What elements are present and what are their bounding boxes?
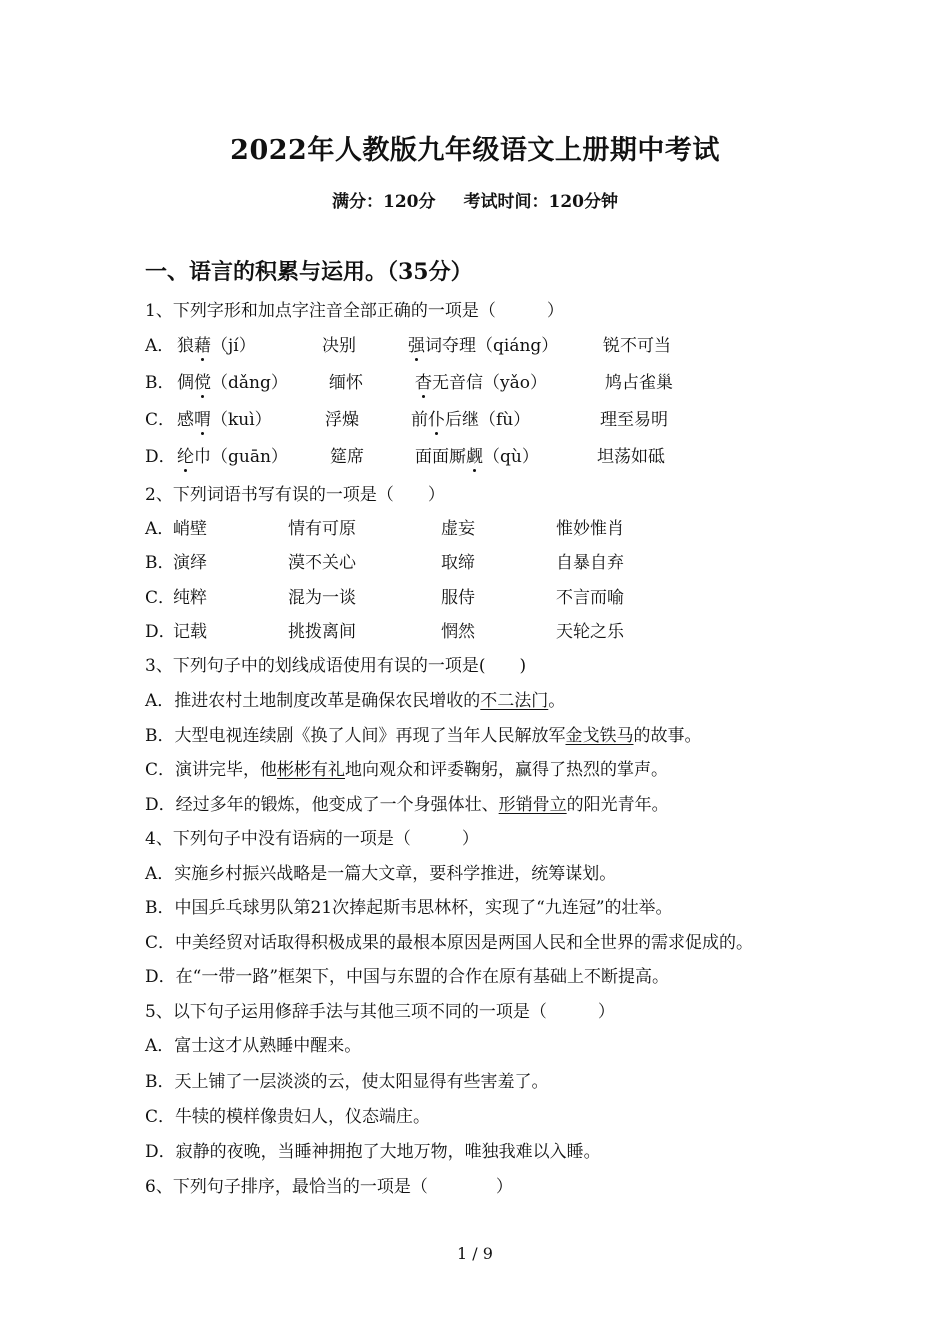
q2-word: 自暴自弃 — [556, 553, 624, 573]
q1b-item4: 鸠占雀巢 — [605, 373, 673, 393]
q2-word: 不言而喻 — [556, 588, 624, 608]
q3-option-d: D．经过多年的锻炼，他变成了一个身强体壮、形销骨立的阳光青年。 — [145, 795, 669, 815]
q1d-item4: 坦荡如砥 — [597, 447, 665, 467]
q2-word: 虚妄 — [441, 519, 475, 539]
option-label: A． — [145, 519, 175, 539]
q1c-item1: 感喟（kuì） — [177, 405, 272, 430]
q2-word: 漠不关心 — [288, 553, 356, 573]
q4-option-c: C．中美经贸对话取得积极成果的最根本原因是两国人民和全世界的需求促成的。 — [145, 933, 754, 953]
q1c-item2: 浮燥 — [325, 410, 359, 430]
q2-word: 惟妙惟肖 — [556, 519, 624, 539]
q1b-item2: 缅怀 — [329, 373, 363, 393]
q4-option-a: A．实施乡村振兴战略是一篇大文章，要科学推进，统筹谋划。 — [145, 864, 617, 884]
q5-option-b: B．天上铺了一层淡淡的云，使太阳显得有些害羞了。 — [145, 1072, 549, 1092]
q2-word: 情有可原 — [288, 519, 356, 539]
underlined-idiom: 不二法门 — [480, 691, 549, 711]
option-label: D． — [145, 622, 176, 642]
q4-stem: 4、下列句子中没有语病的一项是（ ） — [145, 829, 479, 849]
option-label: D． — [145, 447, 176, 467]
option-label: C． — [145, 588, 176, 608]
q1c-item4: 理至易明 — [600, 410, 668, 430]
q1a-item1: 狼藉（jí） — [177, 331, 256, 356]
q3-option-b: B．大型电视连续剧《换了人间》再现了当年人民解放军金戈铁马的故事。 — [145, 726, 702, 746]
q3-option-a: A．推进农村土地制度改革是确保农民增收的不二法门。 — [145, 691, 566, 711]
q2-word: 惘然 — [441, 622, 475, 642]
q6-stem: 6、下列句子排序，最恰当的一项是（ ） — [145, 1177, 513, 1197]
underlined-idiom: 形销骨立 — [498, 795, 567, 815]
q5-stem: 5、以下句子运用修辞手法与其他三项不同的一项是（ ） — [145, 1002, 615, 1022]
q2-word: 取缔 — [441, 553, 475, 573]
q1-stem: 1、下列字形和加点字注音全部正确的一项是（ ） — [145, 301, 564, 321]
option-label: B． — [145, 553, 175, 573]
q2-word: 记载 — [173, 622, 207, 642]
option-label: C． — [145, 410, 176, 430]
q2-word: 峭壁 — [173, 519, 207, 539]
q1d-item3: 面面厮觑（qù） — [415, 442, 539, 467]
underlined-idiom: 彬彬有礼 — [277, 760, 346, 780]
q2-word: 演绎 — [173, 553, 207, 573]
q4-option-d: D．在“一带一路”框架下，中国与东盟的合作在原有基础上不断提高。 — [145, 967, 670, 987]
underlined-idiom: 金戈铁马 — [565, 726, 634, 746]
q1b-item3: 杳无音信（yǎo） — [415, 368, 547, 393]
section-heading: 一、语言的积累与运用。（35分） — [145, 259, 473, 285]
q3-option-c: C．演讲完毕，他彬彬有礼地向观众和评委鞠躬，赢得了热烈的掌声。 — [145, 760, 669, 780]
exam-info — [0, 187, 950, 212]
exam-time: 考试时间：120分钟 — [463, 192, 618, 212]
q1d-item1: 纶巾（guān） — [177, 442, 288, 467]
q2-stem: 2、下列词语书写有误的一项是（ ） — [145, 485, 445, 505]
q2-word: 天轮之乐 — [556, 622, 624, 642]
q2-word: 纯粹 — [173, 588, 207, 608]
q1d-item2: 筵席 — [330, 447, 364, 467]
q5-option-a: A．富士这才从熟睡中醒来。 — [145, 1036, 362, 1056]
q1a-item3: 强词夺理（qiáng） — [408, 331, 558, 356]
q1b-item1: 倜傥（dǎng） — [177, 368, 288, 393]
option-label: A． — [145, 336, 175, 356]
q3-stem: 3、下列句子中的划线成语使用有误的一项是( ) — [145, 656, 527, 676]
q1a-item4: 锐不可当 — [603, 336, 671, 356]
q1a-item2: 决别 — [322, 336, 356, 356]
page-number: 1 / 9 — [457, 1244, 493, 1263]
q4-option-b: B．中国乒乓球男队第21次捧起斯韦思林杯，实现了“九连冠”的壮举。 — [145, 898, 673, 918]
document-title: 2022年人教版九年级语文上册期中考试 — [230, 135, 720, 166]
q2-word: 混为一谈 — [288, 588, 356, 608]
option-label: B． — [145, 373, 175, 393]
q2-word: 挑拨离间 — [288, 622, 356, 642]
q1c-item3: 前仆后继（fù） — [411, 405, 530, 430]
q5-option-c: C．牛犊的模样像贵妇人，仪态端庄。 — [145, 1107, 431, 1127]
q2-word: 服侍 — [441, 588, 475, 608]
full-score: 满分：120分 — [332, 192, 436, 212]
q5-option-d: D．寂静的夜晚，当睡神拥抱了大地万物，唯独我难以入睡。 — [145, 1142, 601, 1162]
